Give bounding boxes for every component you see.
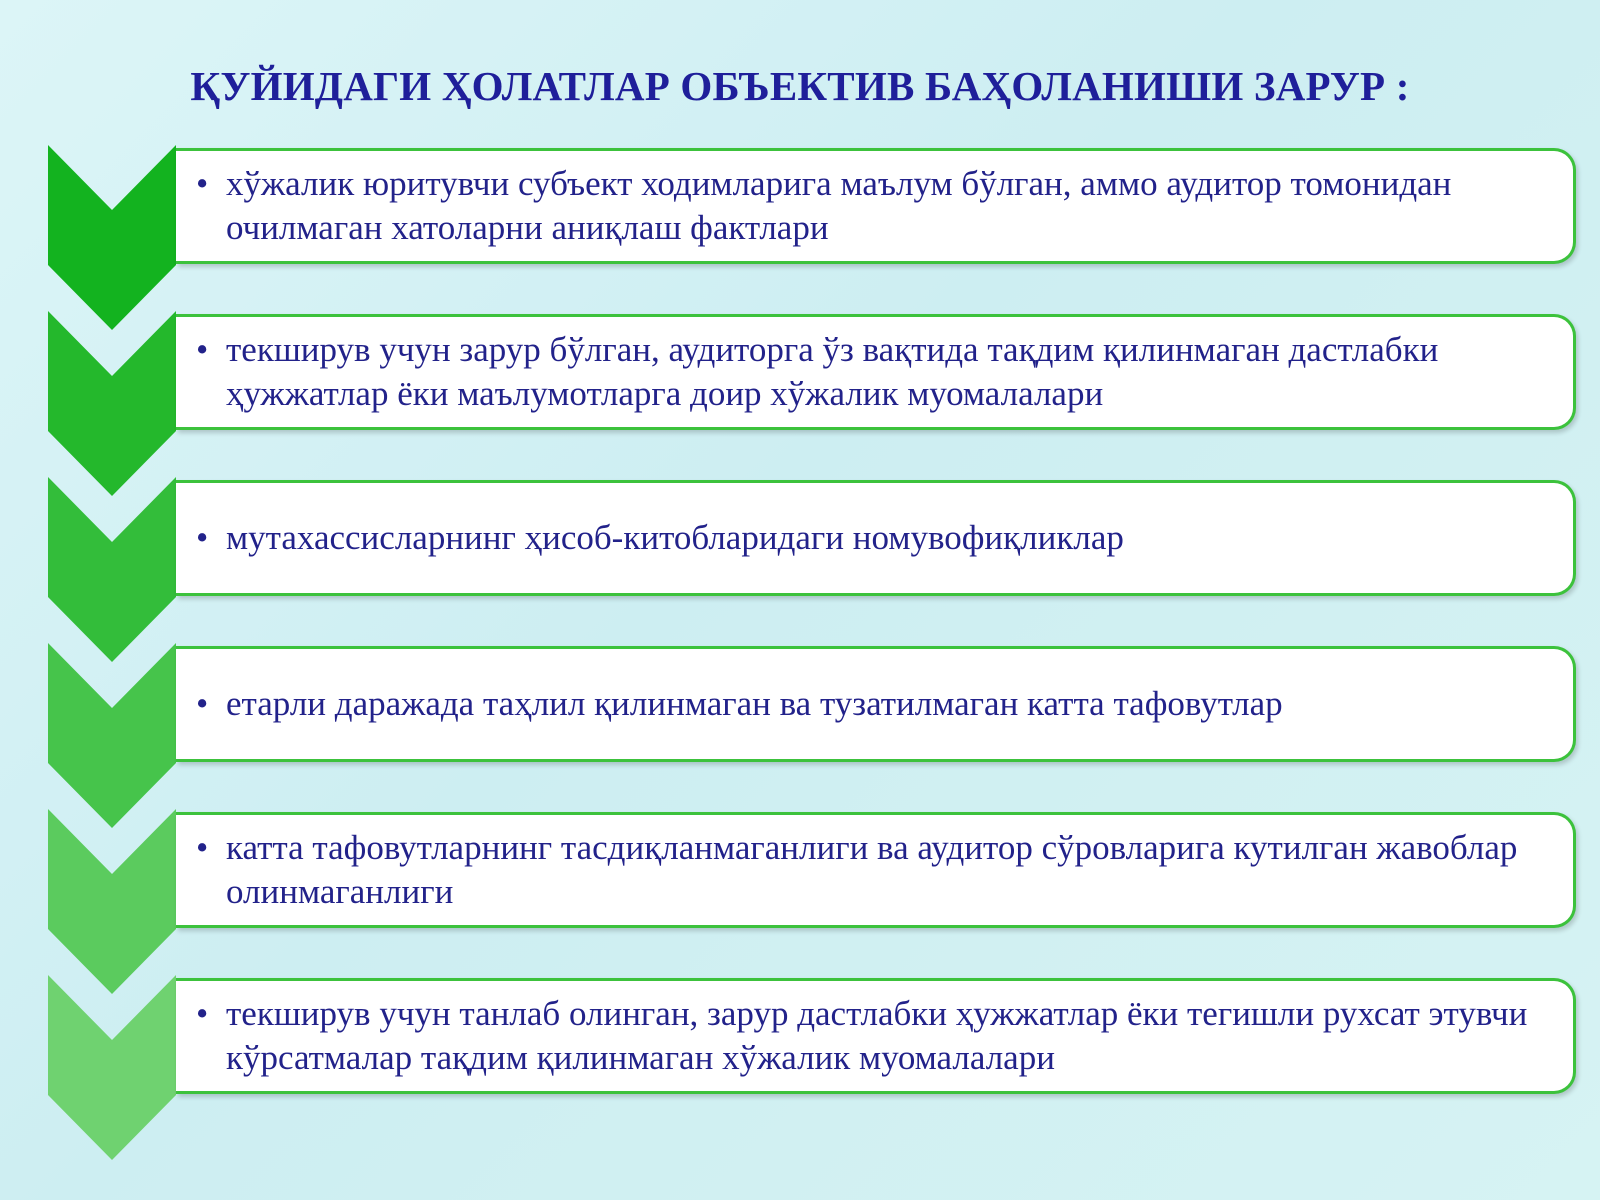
list-item-2	[176, 314, 1576, 430]
list-item-4	[176, 646, 1576, 762]
item-text: текширув учун зарур бўлган, аудиторга ўз вақтида тақдим қилинмаган дастлабки ҳужжатлар ёки маълумотларга доир хўжалик муомалалари	[226, 330, 1439, 413]
bullet: •	[196, 518, 209, 557]
item-text: мутахассисларнинг ҳисоб-китобларидаги номувофиқликлар	[226, 518, 1124, 557]
item-text: текширув учун танлаб олинган, зарур дастлабки ҳужжатлар ёки тегишли рухсат этувчи кўрсатмалар тақдим қилинмаган хўжалик муомалалари	[226, 994, 1528, 1077]
list-item-6	[176, 978, 1576, 1094]
bullet: •	[196, 164, 209, 203]
list-item-3	[176, 480, 1576, 596]
item-text: катта тафовутларнинг тасдиқланмаганлиги ва аудитор сўровларига кутилган жавоблар олинмаганлиги	[226, 828, 1518, 911]
bullet: •	[196, 994, 209, 1033]
bullet: •	[196, 684, 209, 723]
page-title: ҚУЙИДАГИ ҲОЛАТЛАР ОБЪЕКТИВ БАҲОЛАНИШИ ЗАРУР :	[190, 63, 1410, 109]
bullet: •	[196, 330, 209, 369]
item-text: етарли даражада таҳлил қилинмаган ва тузатилмаган катта тафовутлар	[226, 684, 1283, 723]
list-item-1	[176, 148, 1576, 264]
item-text: хўжалик юритувчи субъект ходимларига маълум бўлган, аммо аудитор томонидан очилмаган хатоларни аниқлаш фактлари	[226, 164, 1452, 247]
list-item-5	[176, 812, 1576, 928]
bullet: •	[196, 828, 209, 867]
